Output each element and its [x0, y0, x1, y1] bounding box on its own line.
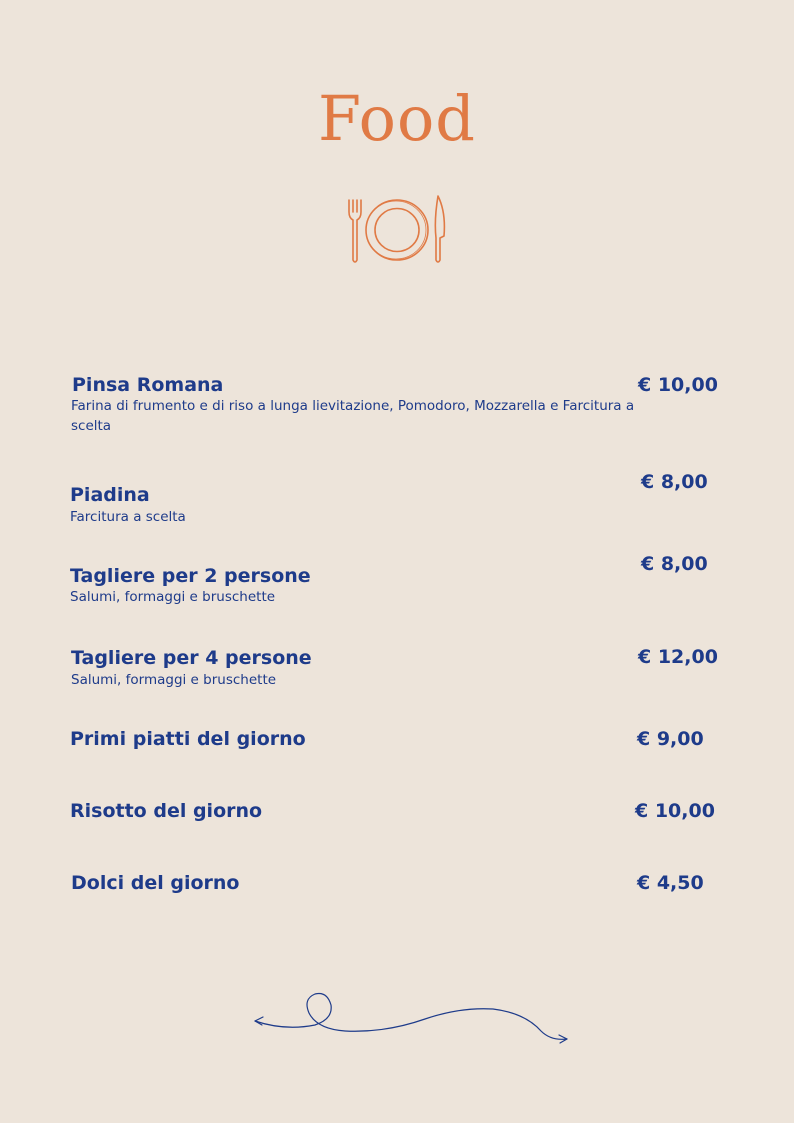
item-price: € 10,00 — [635, 800, 715, 822]
item-price: € 8,00 — [641, 553, 708, 575]
fork-plate-knife-icon — [340, 190, 452, 270]
swirl-arrow-decoration — [245, 985, 580, 1055]
page-title: Food — [318, 82, 476, 155]
item-name: Dolci del giorno — [71, 872, 240, 894]
item-description: Salumi, formaggi e bruschette — [71, 672, 277, 688]
item-description: Farina di frumento e di riso a lunga lievitazione, Pomodoro, Mozzarella e Farcitura a scelta — [71, 398, 635, 434]
item-name: Risotto del giorno — [70, 800, 263, 822]
item-name: Piadina — [70, 484, 150, 506]
item-description: Farcitura a scelta — [70, 509, 186, 525]
item-price: € 10,00 — [638, 374, 718, 396]
item-price: € 4,50 — [637, 872, 704, 894]
item-name: Tagliere per 4 persone — [71, 647, 312, 669]
item-price: € 8,00 — [641, 471, 708, 493]
item-price: € 12,00 — [638, 646, 718, 668]
item-name: Primi piatti del giorno — [70, 728, 306, 750]
item-price: € 9,00 — [637, 728, 704, 750]
item-description: Salumi, formaggi e bruschette — [70, 589, 276, 605]
item-name: Tagliere per 2 persone — [70, 565, 311, 587]
item-name: Pinsa Romana — [72, 374, 224, 396]
